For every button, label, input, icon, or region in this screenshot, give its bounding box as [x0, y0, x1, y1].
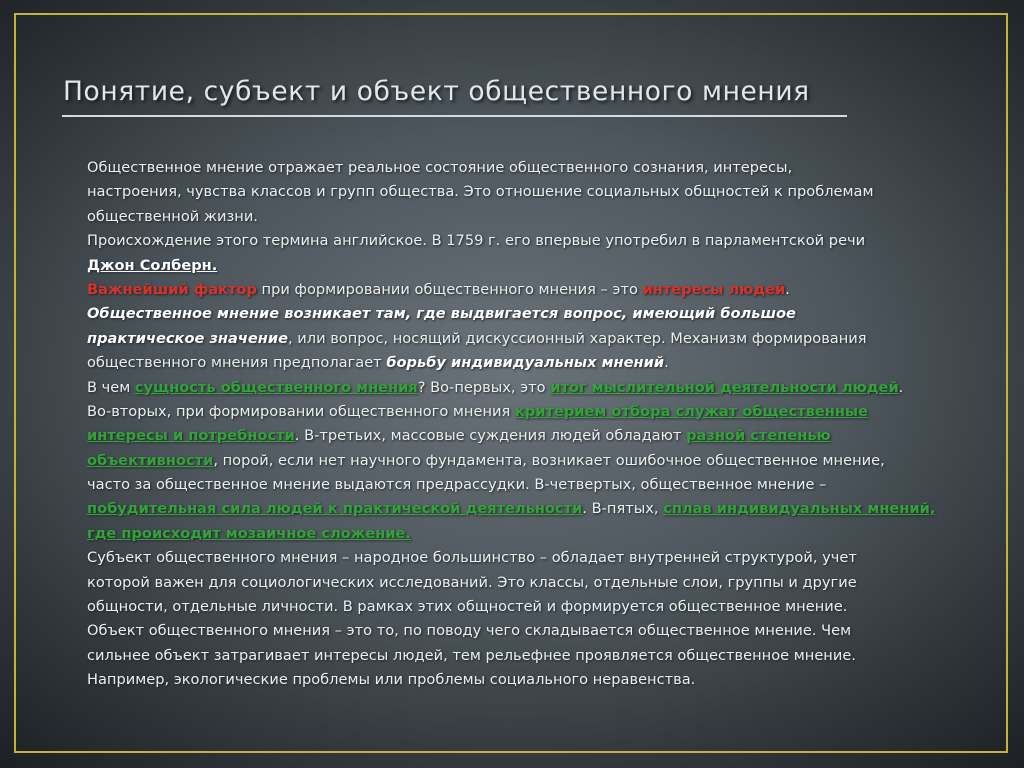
text-line-9: общественного мнения предполагает борьбу индивидуальных мнений. — [87, 354, 669, 372]
text-line-10: В чем сущность общественного мнения? Во-первых, это итог мыслительной деятельности людей. — [87, 378, 904, 396]
green-emphasis: критерием отбора служат общественные — [514, 402, 869, 420]
text-line-16 — [87, 522, 979, 546]
green-emphasis: итог мыслительной деятельности людей — [550, 378, 899, 396]
text-line-20: Объект общественного мнения – это то, по поводу чего складывается общественное мнение. Чем — [87, 622, 852, 640]
text-line-13: объективности, порой, если нет научного фундамента, возникает ошибочное общественное мнение, — [87, 451, 885, 469]
text-line-1: Общественное мнение отражает реальное состояние общественного сознания, интересы, — [87, 159, 793, 176]
people-interests-phrase: интересы людей — [642, 280, 786, 298]
green-emphasis: разной степенью — [686, 427, 831, 445]
green-emphasis: сплав индивидуальных мнений, — [663, 500, 936, 518]
text-line-18: которой важен для социологических исследований. Это классы, отдельные слои, группы и другие — [87, 573, 857, 591]
text-line-15: побудительная сила людей к практической деятельности. В-пятых, сплав индивидуальных мнений, — [87, 500, 936, 518]
text-line-6: Важнейший фактор при формировании общественного мнения – это интересы людей. — [87, 280, 790, 298]
title-underline — [62, 115, 847, 117]
green-emphasis: объективности — [87, 451, 214, 469]
green-emphasis: сущность общественного мнения — [134, 378, 418, 396]
text-line-3: общественной жизни. — [87, 207, 258, 225]
slide-body-text — [87, 156, 979, 693]
green-emphasis: где происходит мозаичное сложение. — [87, 524, 411, 542]
author-name: Джон Солберн. — [87, 256, 218, 274]
text-line-7: Общественное мнение возникает там, где выдвигается вопрос, имеющий большое — [87, 305, 796, 323]
text-line-22: Например, экологические проблемы или проблемы социального неравенства. — [87, 671, 696, 689]
key-factor-phrase: Важнейший фактор — [87, 280, 257, 298]
text-line-4: Происхождение этого термина английское. В 1759 г. его впервые употребил в парламентской речи — [87, 232, 866, 250]
text-line-2: настроения, чувства классов и групп общества. Это отношение социальных общностей к проблемам — [87, 183, 874, 201]
text-line-14: часто за общественное мнение выдаются предрассудки. В-четвертых, общественное мнение – — [87, 476, 827, 494]
text-line-12: интересы и потребности. В-третьих, массовые суждения людей обладают разной степенью — [87, 427, 831, 445]
green-emphasis: интересы и потребности — [87, 427, 295, 445]
text-line-21: сильнее объект затрагивает интересы людей, тем рельефнее проявляется общественное мнение. — [87, 646, 856, 664]
text-line-5 — [87, 254, 979, 278]
text-line-17: Субъект общественного мнения – народное большинство – обладает внутренней структурой, учет — [87, 549, 857, 567]
green-emphasis: побудительная сила людей к практической деятельности — [87, 500, 583, 518]
slide-title: Понятие, субъект и объект общественного мнения — [63, 76, 810, 107]
text-line-11: Во-вторых, при формировании общественного мнения критерием отбора служат общественные — [87, 402, 869, 420]
text-line-8: практическое значение, или вопрос, носящий дискуссионный характер. Механизм формирования — [87, 329, 867, 347]
text-line-19: общности, отдельные личности. В рамках этих общностей и формируется общественное мнение. — [87, 598, 848, 616]
